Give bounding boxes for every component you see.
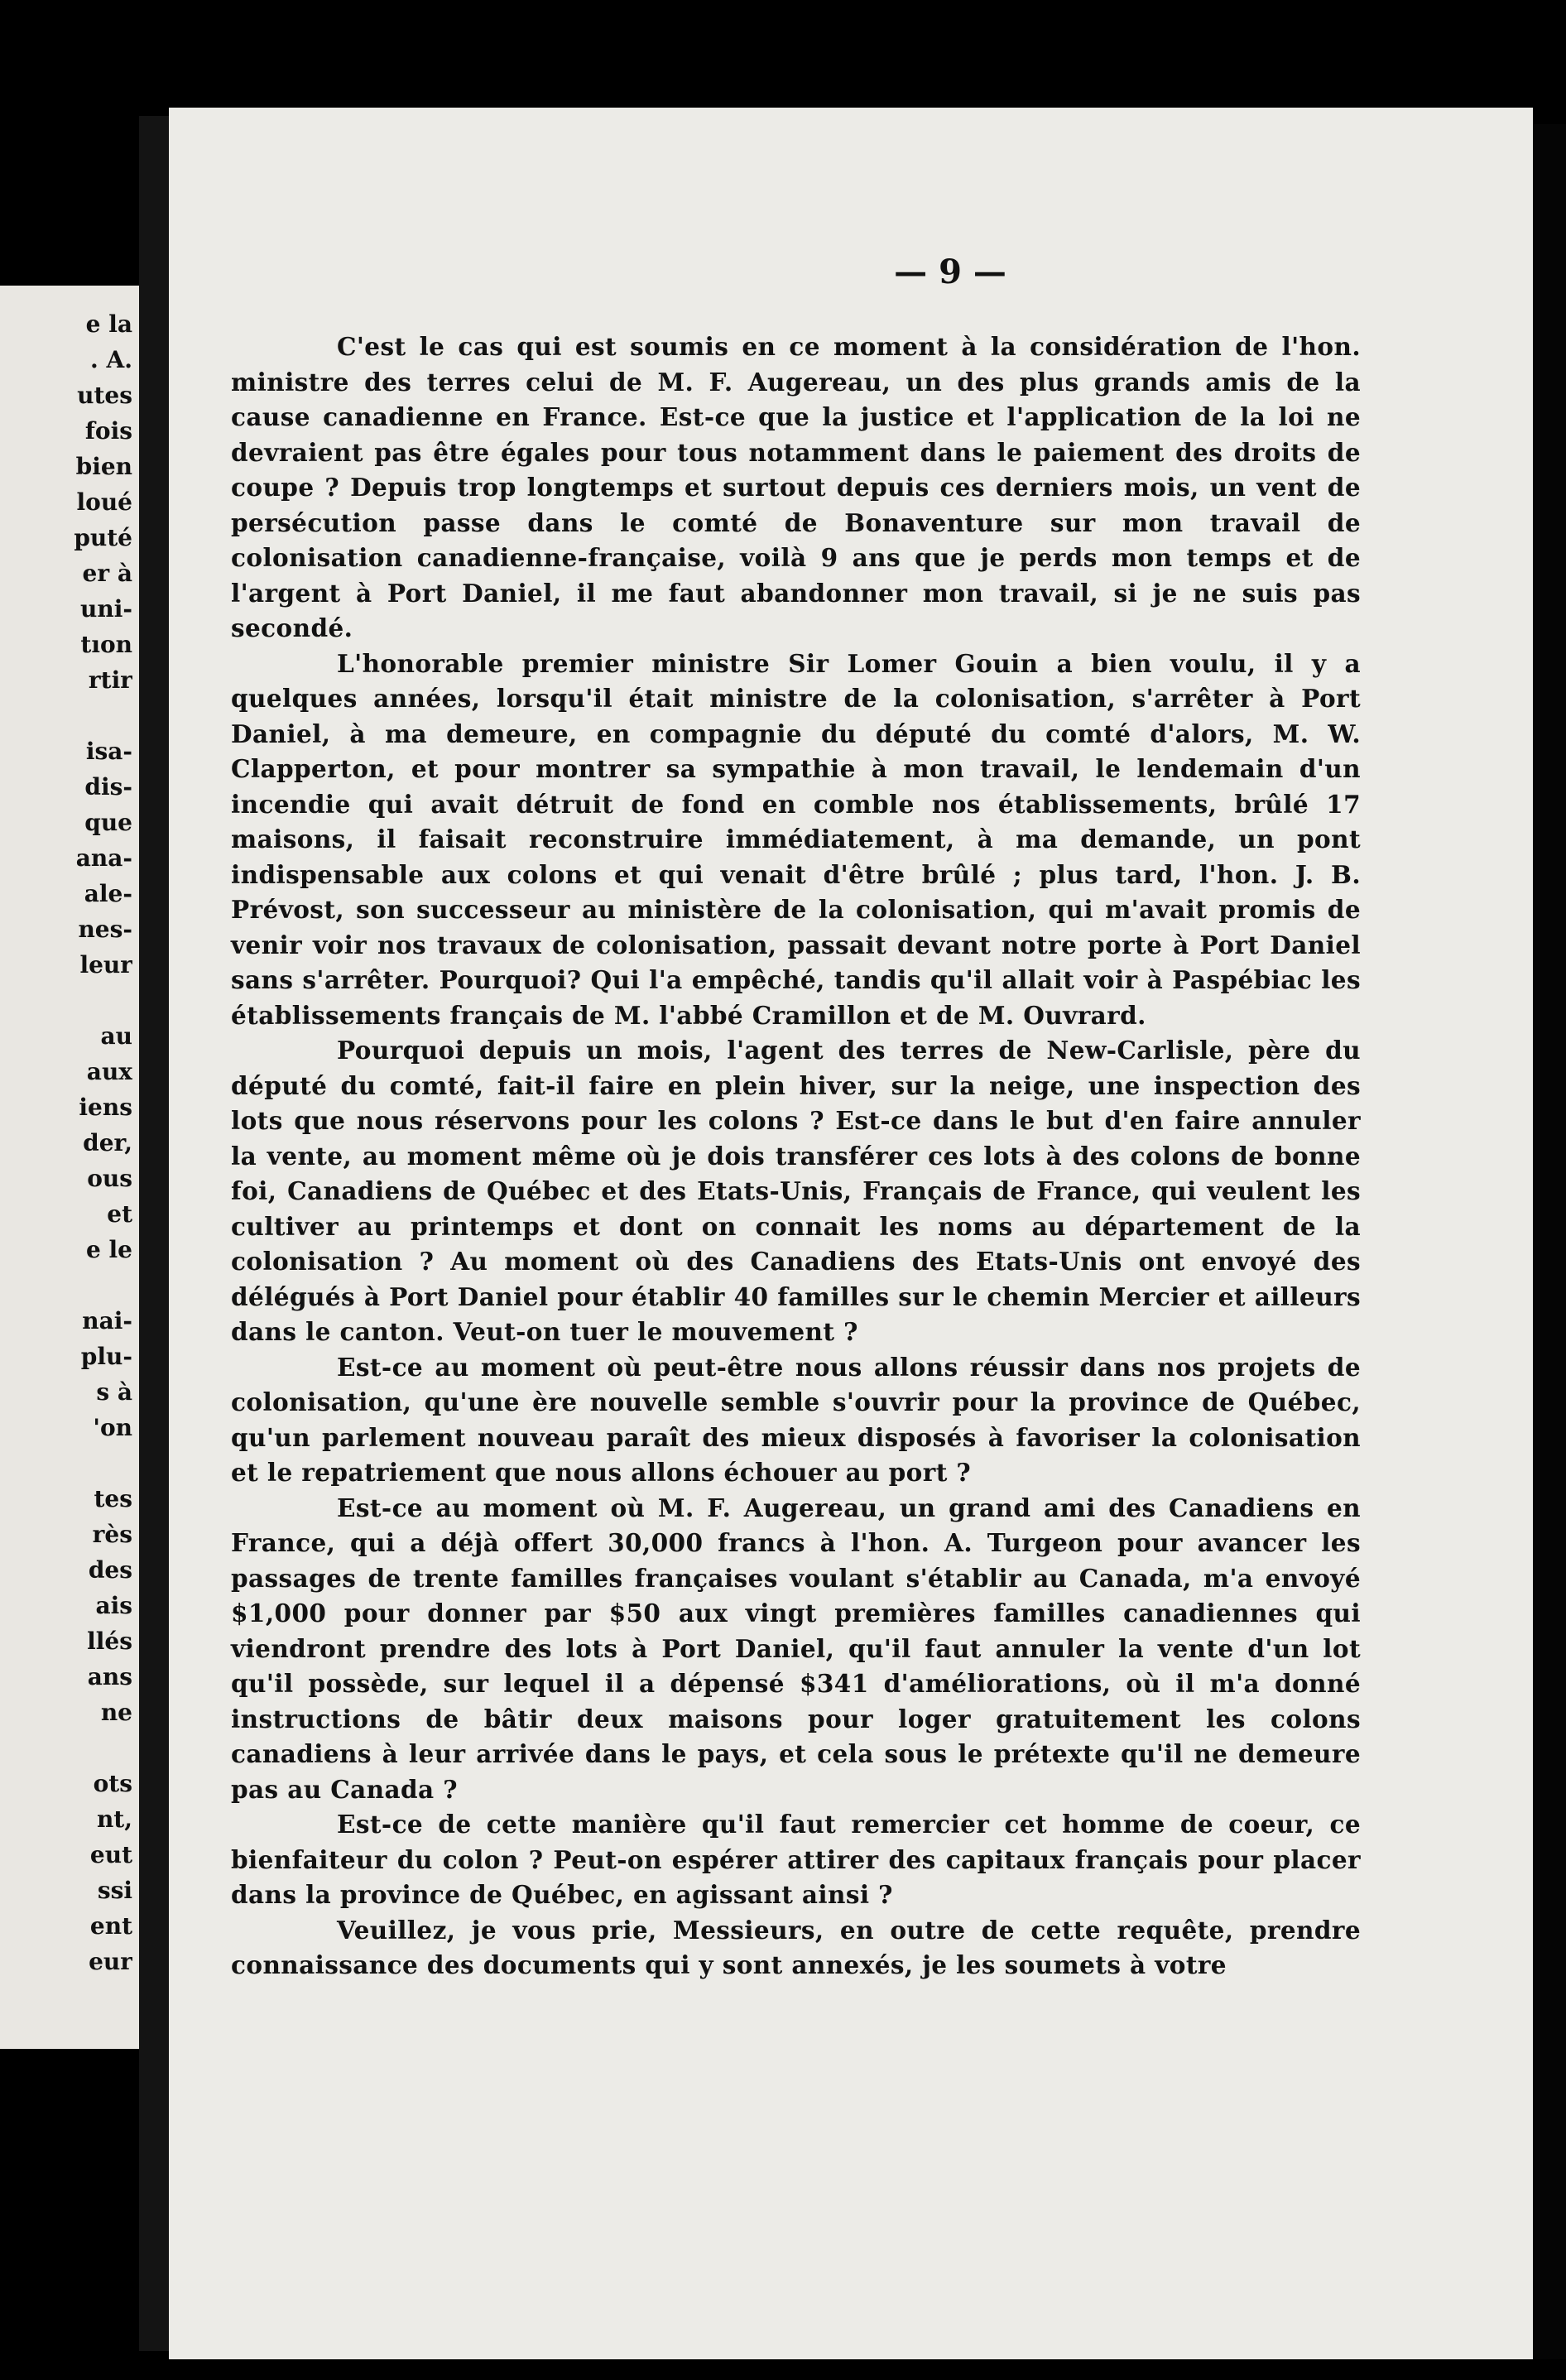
previous-page-line: dis- bbox=[84, 773, 132, 801]
previous-page-line: ne bbox=[100, 1699, 132, 1726]
previous-page-line: rtir bbox=[88, 666, 132, 694]
previous-page-line bbox=[0, 1445, 132, 1481]
previous-page-line: tıon bbox=[80, 631, 132, 658]
paragraph: C'est le cas qui est soumis en ce moment à la considération de l'hon. ministre des terres celui de M. F. Augereau, un des plus grands amis de la cause canadienne en France. Est-ce que la justice et l'application de la loi ne devraient pas être égales pour tous notamment dans le paiement des droits de coupe ? Depuis trop longtemps et surtout depuis ces derniers mois, un vent de persécution passe dans le comté de Bonaventure sur mon travail de colonisation canadienne-française, voilà 9 ans que je perds mon temps et de l'argent à Port Daniel, il me faut abandonner mon travail, si je ne suis pas secondé. bbox=[231, 332, 1361, 642]
paragraph: Est-ce au moment où peut-être nous allons réussir dans nos projets de colonisation, qu'une ère nouvelle semble s'ouvrir pour la province de Québec, qu'un parlement nouveau paraît des mieux disposés à favoriser la colonisation et le repatriement que nous allons échouer au port ? bbox=[231, 1352, 1361, 1487]
previous-page-line bbox=[0, 983, 132, 1018]
paragraph: L'honorable premier ministre Sir Lomer Gouin a bien voulu, il y a quelques années, lorsqu'il était ministre de la colonisation, s'arrêter à Port Daniel, à ma demeure, en compagnie du député du comté d'alors, M. W. Clapperton, et pour montrer sa sympathie à mon travail, le lendemain d'un incendie qui avait détruit de fond en comble nos établissements, brûlé 17 maisons, il faisait reconstruire immédiatement, à ma demande, un pont indispensable aux colons et qui venait d'être brûlé ; plus tard, l'hon. J. B. Prévost, son successeur au ministère de la colonisation, qui m'avait promis de venir voir nos travaux de colonisation, passait devant notre porte à Port Daniel sans s'arrêter. Pourquoi? Qui l'a empêché, tandis qu'il allait voir à Paspébiac les établissements français de M. l'abbé Cramillon et de M. Ouvrard. bbox=[231, 648, 1361, 1030]
previous-page-line: des bbox=[88, 1556, 132, 1584]
scan-border bbox=[1533, 124, 1566, 2359]
previous-page-line: ana- bbox=[75, 844, 132, 872]
book-gutter bbox=[139, 116, 169, 2351]
previous-page-line: leur bbox=[79, 951, 132, 978]
paragraph: Veuillez, je vous prie, Messieurs, en outre de cette requête, prendre connaissance des documents qui y sont annexés, je les soumets à votre bbox=[231, 1915, 1361, 1979]
previous-page-line: e le bbox=[85, 1236, 132, 1263]
previous-page-line bbox=[0, 1730, 132, 1766]
previous-page-line: eur bbox=[89, 1948, 132, 1975]
previous-page-line: eut bbox=[89, 1841, 132, 1868]
previous-page-line: ais bbox=[95, 1592, 132, 1619]
previous-page-line: der, bbox=[83, 1129, 132, 1156]
previous-page-line: que bbox=[84, 809, 132, 836]
previous-page-line: plu- bbox=[80, 1343, 132, 1370]
previous-page-line: bien bbox=[75, 453, 132, 480]
previous-page-line: ous bbox=[87, 1165, 132, 1192]
paragraph: Est-ce de cette manière qu'il faut remercier cet homme de coeur, ce bienfaiteur du colon ? Peut-on espérer attirer des capitaux français pour placer dans la province de Québec, en agissant ainsi ? bbox=[231, 1810, 1361, 1909]
previous-page-line: fois bbox=[84, 417, 132, 445]
previous-page-line: uni- bbox=[80, 595, 132, 623]
previous-page-line: rès bbox=[92, 1521, 132, 1548]
previous-page-line: nai- bbox=[82, 1307, 132, 1334]
previous-page-line bbox=[0, 1267, 132, 1303]
previous-page-line: . A. bbox=[90, 346, 132, 373]
previous-page-line bbox=[0, 698, 132, 733]
paragraph: Pourquoi depuis un mois, l'agent des terres de New-Carlisle, père du député du comté, fait-il faire en plein hiver, sur la neige, une inspection des lots que nous réservons pour les colons ? Est-ce dans le but d'en faire annuler la vente, au moment même où je dois transférer ces lots à des colons de bonne foi, Canadiens de Québec et des Etats-Unis, Français de France, qui veulent les cultiver au printemps et dont on connait les noms au département de la colonisation ? Au moment où des Canadiens des Etats-Unis ont envoyé des délégués à Port Daniel pour établir 40 familles sur le chemin Mercier et ailleurs dans le canton. Veut-on tuer le mouvement ? bbox=[231, 1036, 1361, 1346]
previous-page-line: au bbox=[100, 1022, 132, 1050]
previous-page-line: puté bbox=[74, 524, 132, 551]
previous-page-line: iens bbox=[79, 1094, 132, 1121]
previous-page-line: s à bbox=[96, 1378, 132, 1406]
previous-page-line: e la bbox=[85, 310, 132, 338]
previous-page-line: ssi bbox=[97, 1877, 132, 1904]
previous-page-line: loué bbox=[76, 488, 132, 516]
paragraph: Est-ce au moment où M. F. Augereau, un grand ami des Canadiens en France, qui a déjà offert 30,000 francs à l'hon. A. Turgeon pour avancer les passages de trente familles françaises voulant s'établir au Canada, m'a envoyé $1,000 pour donner par $50 aux vingt premières familles canadiennes qui viendront prendre des lots à Port Daniel, qu'il faut annuler la vente d'un lot qu'il possède, sur lequel il a dépensé $341 d'améliorations, où il m'a donné instructions de bâtir deux maisons pour loger gratuitement les colons canadiens à leur arrivée dans le pays, et cela sous le prétexte qu'il ne demeure pas au Canada ? bbox=[231, 1493, 1361, 1804]
previous-page-line: nes- bbox=[78, 916, 132, 943]
previous-page-line: ots bbox=[93, 1770, 132, 1797]
body-text bbox=[231, 329, 1361, 1983]
previous-page-line: tes bbox=[94, 1485, 132, 1512]
previous-page-line: llés bbox=[87, 1628, 132, 1655]
previous-page-line: aux bbox=[86, 1058, 132, 1085]
previous-page-line: isa- bbox=[85, 738, 132, 765]
previous-page-line: er à bbox=[82, 560, 132, 587]
previous-page-text bbox=[0, 306, 132, 2003]
previous-page-line: nt, bbox=[96, 1805, 132, 1833]
page-number: — 9 — bbox=[894, 252, 1006, 291]
previous-page-line: utes bbox=[77, 382, 132, 409]
previous-page-line: ale- bbox=[84, 880, 132, 907]
previous-page-line: ans bbox=[87, 1663, 132, 1690]
previous-page-line: 'on bbox=[93, 1414, 132, 1441]
document-page bbox=[169, 108, 1533, 2359]
previous-page-line: et bbox=[107, 1200, 132, 1228]
previous-page-line: ent bbox=[89, 1912, 132, 1940]
